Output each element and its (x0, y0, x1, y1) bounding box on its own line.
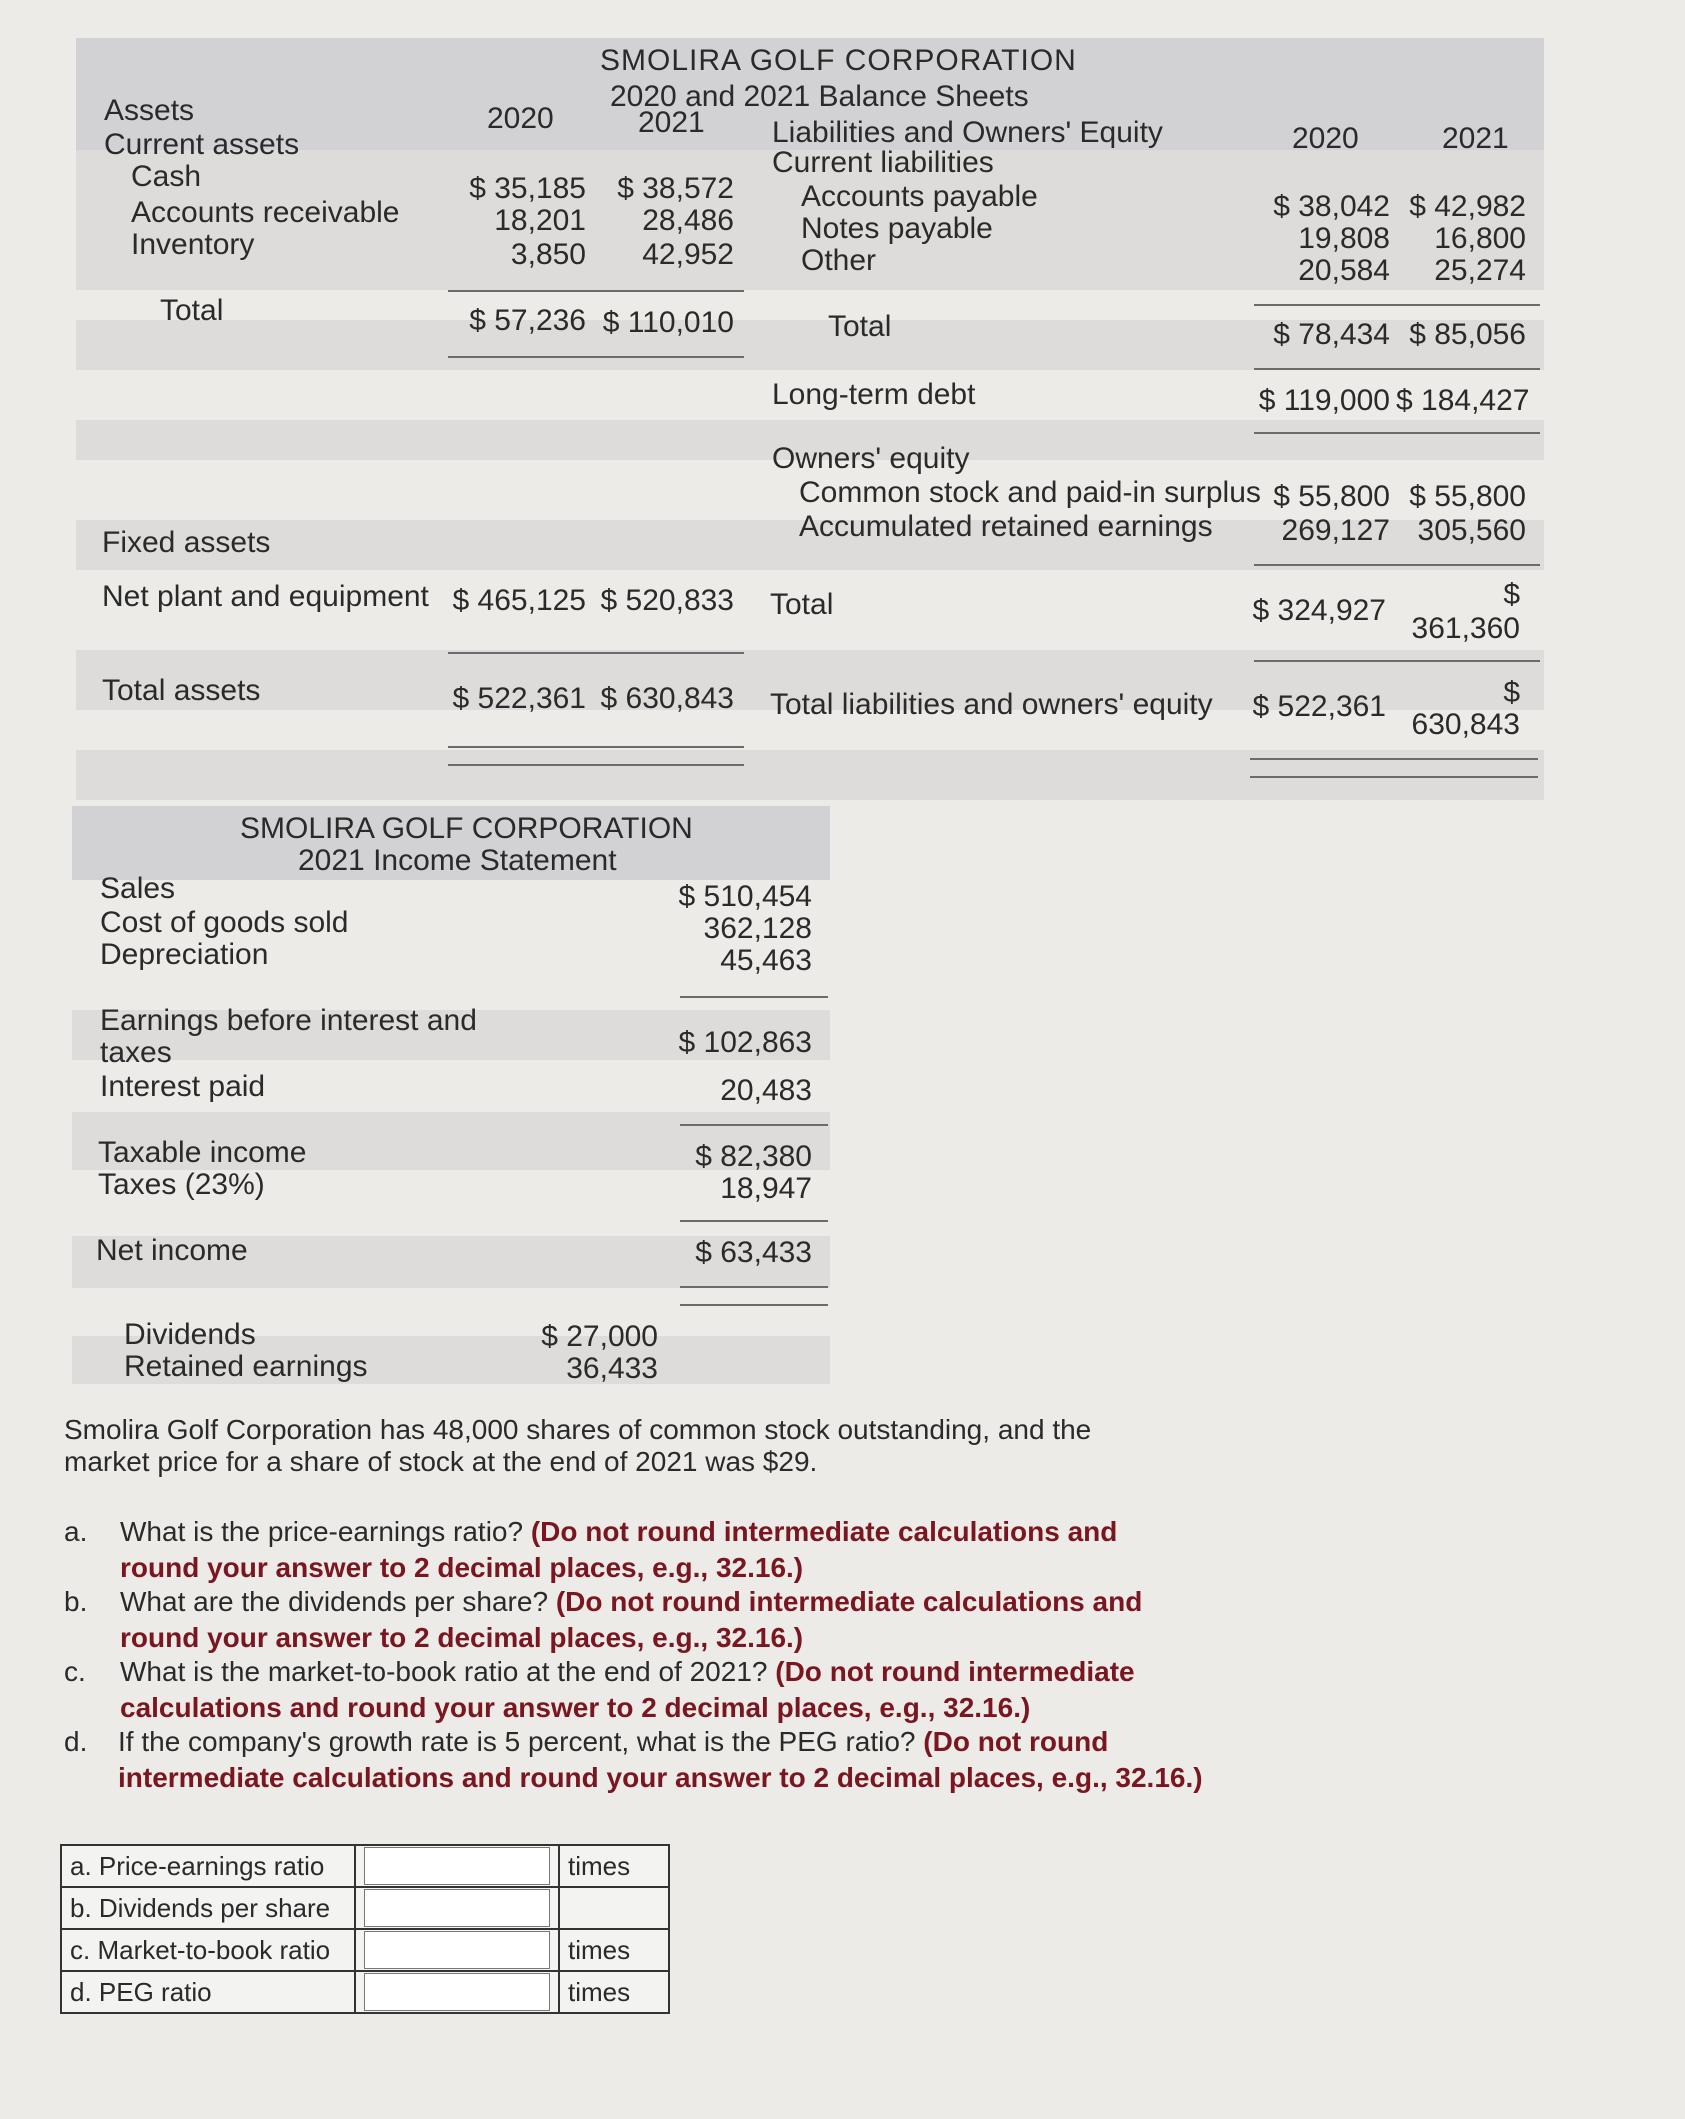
cl-total-2020: $ 78,434 (1273, 318, 1390, 351)
peg-ratio-input[interactable] (364, 1973, 550, 2011)
ltd-label: Long-term debt (772, 378, 976, 411)
oe-total-2021-symbol: $ (1503, 578, 1520, 611)
dividends-per-share-input[interactable] (364, 1889, 550, 1927)
question-d-text: If the company's growth rate is 5 percent, what is the PEG ratio? (118, 1726, 916, 1757)
ltd-2021: $ 184,427 (1396, 384, 1530, 417)
cs-2020: $ 55,800 (1273, 480, 1390, 513)
other-label: Other (801, 244, 877, 277)
year-2020-right: 2020 (1292, 122, 1359, 155)
cs-label: Common stock and paid-in surplus (799, 476, 1261, 509)
taxes-label: Taxes (23%) (98, 1168, 265, 1201)
year-2021-left: 2021 (638, 106, 705, 139)
question-b (120, 1584, 1142, 1620)
oe-total-2021: 361,360 (1411, 612, 1520, 645)
sales-label: Sales (100, 872, 176, 905)
cash-2020: $ 35,185 (469, 172, 586, 205)
balance-title-company: SMOLIRA GOLF CORPORATION (600, 44, 1077, 77)
assets-header: Assets (104, 94, 195, 127)
fixed-assets-label: Fixed assets (102, 526, 271, 559)
tloe-2020: $ 522,361 (1252, 690, 1386, 723)
total-assets-2021: $ 630,843 (600, 682, 734, 715)
answer-row-b (61, 1887, 669, 1929)
question-c-letter: c. (64, 1656, 86, 1687)
answer-unit: times (559, 1845, 669, 1887)
rule (448, 356, 744, 358)
rule (1254, 368, 1540, 370)
question-c-instruction-2: calculations and round your answer to 2 decimal places, e.g., 32.16.) (120, 1692, 1031, 1723)
answer-cell (355, 1845, 559, 1887)
npe-2021: $ 520,833 (600, 584, 734, 617)
np-2021: 16,800 (1434, 222, 1526, 255)
oe-total-label: Total (770, 588, 834, 621)
taxes-value: 18,947 (720, 1172, 812, 1205)
rule (1254, 660, 1540, 662)
re-2020: 269,127 (1281, 514, 1390, 547)
cogs-label: Cost of goods sold (100, 906, 349, 939)
ap-2020: $ 38,042 (1273, 190, 1390, 223)
ebit-label-line1: Earnings before interest and (100, 1004, 477, 1037)
answer-cell (355, 1887, 559, 1929)
question-a-letter: a. (64, 1516, 88, 1547)
other-2020: 20,584 (1298, 254, 1390, 287)
total-assets-label: Total assets (102, 674, 261, 707)
year-2021-right: 2021 (1442, 122, 1509, 155)
ltd-2020: $ 119,000 (1258, 384, 1390, 417)
ar-2020: 18,201 (494, 204, 586, 237)
question-d-instruction-2: intermediate calculations and round your answer to 2 decimal places, e.g., 32.16.) (118, 1762, 1203, 1793)
sales-value: $ 510,454 (678, 880, 812, 913)
question-d-instruction: (Do not round (923, 1726, 1109, 1757)
question-a-text: What is the price-earnings ratio? (120, 1516, 524, 1547)
interest-label: Interest paid (100, 1070, 266, 1103)
question-b-line2 (120, 1620, 803, 1656)
re-2021: 305,560 (1417, 514, 1526, 547)
npe-2020: $ 465,125 (452, 584, 586, 617)
cash-2021: $ 38,572 (617, 172, 734, 205)
owners-equity-label: Owners' equity (772, 442, 970, 475)
re-label: Accumulated retained earnings (799, 510, 1213, 543)
dividends-value: $ 27,000 (541, 1320, 658, 1353)
tloe-label: Total liabilities and owners' equity (770, 688, 1213, 721)
rule (1254, 564, 1540, 566)
npe-label: Net plant and equipment (102, 580, 429, 613)
rule (448, 746, 744, 748)
problem-line-2: market price for a share of stock at the end of 2021 was $29. (64, 1446, 818, 1477)
rule (680, 1220, 828, 1222)
ap-2021: $ 42,982 (1409, 190, 1526, 223)
answer-row-c (61, 1929, 669, 1971)
rule (680, 1124, 828, 1126)
current-liabilities-label: Current liabilities (772, 146, 994, 179)
rule (1250, 776, 1538, 778)
market-to-book-input[interactable] (364, 1931, 550, 1969)
ca-total-2021: $ 110,010 (602, 306, 734, 339)
income-title-company: SMOLIRA GOLF CORPORATION (240, 812, 693, 845)
question-c-text: What is the market-to-book ratio at the end of 2021? (120, 1656, 768, 1687)
rule (448, 764, 744, 766)
rule (448, 652, 744, 654)
income-title-sub: 2021 Income Statement (298, 844, 617, 877)
balance-title-sub: 2020 and 2021 Balance Sheets (610, 80, 1029, 113)
question-c-line2 (120, 1690, 1030, 1726)
problem-line-1: Smolira Golf Corporation has 48,000 shares of common stock outstanding, and the (64, 1414, 1092, 1445)
rule (1254, 304, 1540, 306)
pe-ratio-input[interactable] (364, 1847, 550, 1885)
ca-total-label: Total (160, 294, 224, 327)
cl-total-2021: $ 85,056 (1409, 318, 1526, 351)
total-assets-2020: $ 522,361 (452, 682, 586, 715)
question-b-instruction-2: round your answer to 2 decimal places, e.g., 32.16.) (120, 1622, 804, 1653)
retained-earnings-value: 36,433 (566, 1352, 658, 1385)
question-a (120, 1514, 1117, 1550)
answer-label: b. Dividends per share (61, 1887, 355, 1929)
np-label: Notes payable (801, 212, 993, 245)
cs-2021: $ 55,800 (1409, 480, 1526, 513)
depreciation-value: 45,463 (720, 944, 812, 977)
cogs-value: 362,128 (703, 912, 812, 945)
question-a-instruction-2: round your answer to 2 decimal places, e.g., 32.16.) (120, 1552, 804, 1583)
answer-label: d. PEG ratio (61, 1971, 355, 2013)
question-d (118, 1724, 1108, 1760)
question-d-letter: d. (64, 1726, 88, 1757)
ebit-value: $ 102,863 (678, 1026, 812, 1059)
answer-label: c. Market-to-book ratio (61, 1929, 355, 1971)
depreciation-label: Depreciation (100, 938, 269, 971)
liabilities-header: Liabilities and Owners' Equity (772, 116, 1163, 149)
question-a-line2 (120, 1550, 803, 1586)
answer-label: a. Price-earnings ratio (61, 1845, 355, 1887)
dividends-label: Dividends (124, 1318, 256, 1351)
ap-label: Accounts payable (801, 180, 1038, 213)
ca-total-2020: $ 57,236 (469, 304, 586, 337)
tloe-2021-symbol: $ (1503, 676, 1520, 709)
question-a-instruction: (Do not round intermediate calculations and (530, 1516, 1118, 1547)
question-c (120, 1654, 1135, 1690)
interest-value: 20,483 (720, 1074, 812, 1107)
cl-total-label: Total (828, 310, 892, 343)
ebit-label-line2: taxes (100, 1036, 172, 1069)
retained-earnings-label: Retained earnings (124, 1350, 368, 1383)
rule (680, 996, 828, 998)
taxable-income-value: $ 82,380 (695, 1140, 812, 1173)
np-2020: 19,808 (1298, 222, 1390, 255)
answer-table (60, 1844, 670, 2014)
question-b-letter: b. (64, 1586, 88, 1617)
rule (680, 1304, 828, 1306)
net-income-value: $ 63,433 (695, 1236, 812, 1269)
cash-label: Cash (131, 160, 202, 193)
question-b-text: What are the dividends per share? (120, 1586, 549, 1617)
question-d-line2 (118, 1760, 1203, 1796)
taxable-income-label: Taxable income (98, 1136, 307, 1169)
rule (448, 290, 744, 292)
answer-cell (355, 1929, 559, 1971)
year-2020-left: 2020 (487, 102, 554, 135)
ar-label: Accounts receivable (131, 196, 400, 229)
current-assets-label: Current assets (104, 128, 300, 161)
inventory-label: Inventory (131, 228, 255, 261)
answer-row-d (61, 1971, 669, 2013)
tloe-2021: 630,843 (1411, 708, 1520, 741)
rule (1250, 758, 1538, 760)
net-income-label: Net income (96, 1234, 248, 1267)
question-c-instruction: (Do not round intermediate (775, 1656, 1135, 1687)
ar-2021: 28,486 (642, 204, 734, 237)
oe-total-2020: $ 324,927 (1252, 594, 1386, 627)
inventory-2020: 3,850 (510, 238, 586, 271)
other-2021: 25,274 (1434, 254, 1526, 287)
question-b-instruction: (Do not round intermediate calculations and (555, 1586, 1143, 1617)
answer-unit: times (559, 1971, 669, 2013)
inventory-2021: 42,952 (642, 238, 734, 271)
answer-cell (355, 1971, 559, 2013)
answer-row-a (61, 1845, 669, 1887)
answer-unit: times (559, 1929, 669, 1971)
rule (1254, 432, 1540, 434)
rule (680, 1286, 828, 1288)
answer-unit (559, 1887, 669, 1929)
